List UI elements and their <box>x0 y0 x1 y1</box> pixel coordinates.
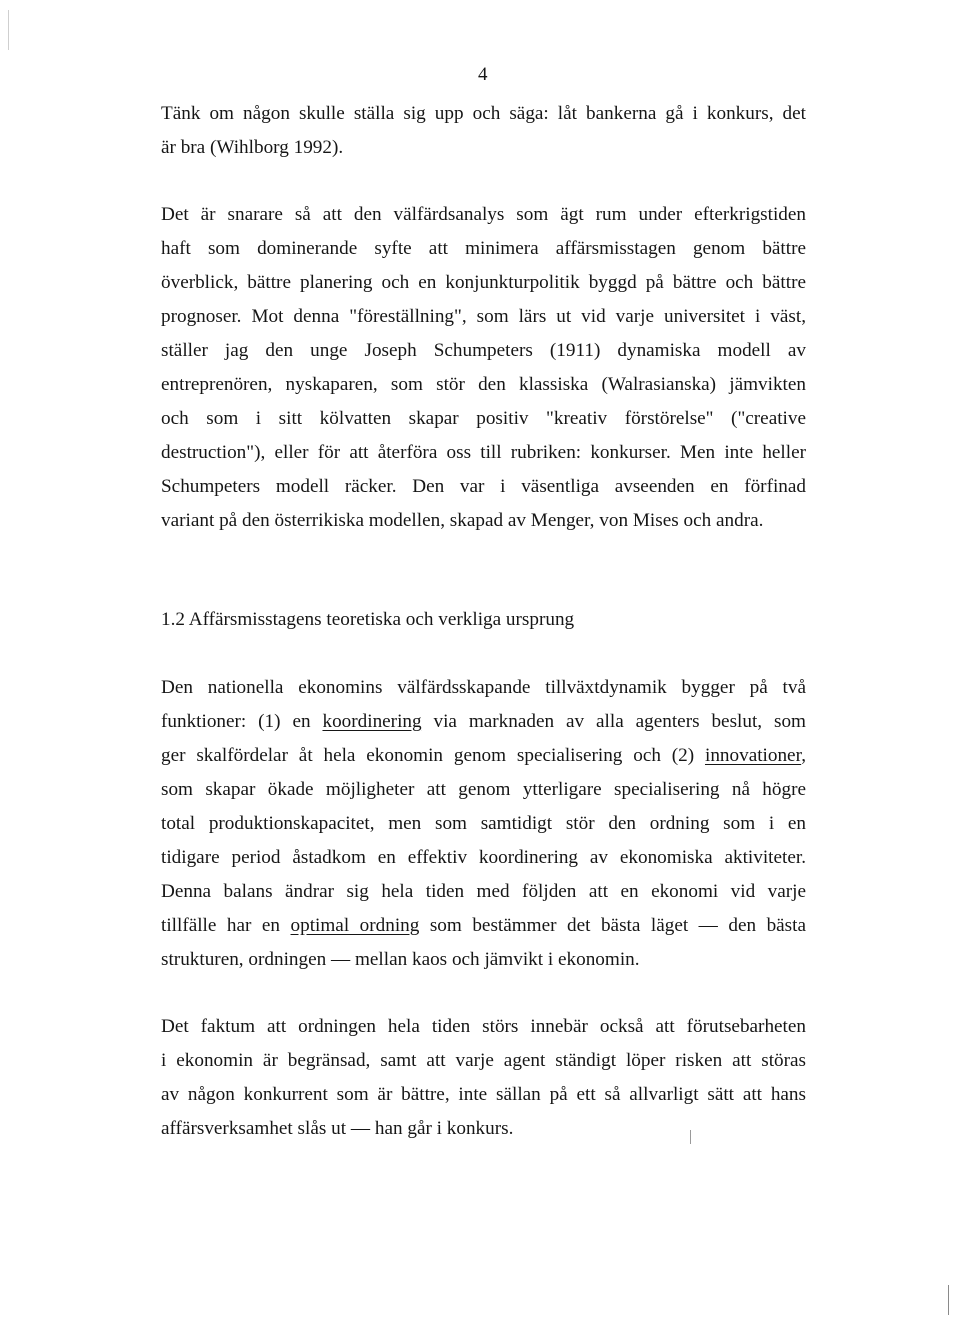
underlined-term: optimal ordning <box>290 915 420 936</box>
section-heading: 1.2 Affärsmisstagens teoretiska och verkliga ursprung <box>161 609 575 630</box>
paragraph-line: ställer jag den unge Joseph Schumpeters (1911) dynamiska modell av <box>161 340 806 361</box>
scan-mark <box>948 1285 949 1315</box>
paragraph-4 <box>161 1010 806 1146</box>
paragraph-2 <box>161 198 806 538</box>
paragraph-line: Tänk om någon skulle ställa sig upp och säga: låt bankerna gå i konkurs, det <box>161 103 806 124</box>
paragraph-line: destruction"), eller för att återföra oss till rubriken: konkurser. Men inte heller <box>161 442 806 463</box>
paragraph-line: Denna balans ändrar sig hela tiden med följden att en ekonomi vid varje <box>161 881 806 902</box>
text-run: , <box>801 745 806 766</box>
text-run: ger skalfördelar åt hela ekonomin genom specialisering och (2) <box>161 745 705 766</box>
text-run: funktioner: (1) en <box>161 711 323 732</box>
paragraph-line: total produktionskapacitet, men som samtidigt stör den ordning som i en <box>161 813 806 834</box>
paragraph-line: och som i sitt kölvatten skapar positiv "kreativ förstörelse" ("creative <box>161 408 806 429</box>
paragraph-line: prognoser. Mot denna "föreställning", som lärs ut vid varje universitet i väst, <box>161 306 806 327</box>
paragraph-line: Det är snarare så att den välfärdsanalys som ägt rum under efterkrigstiden <box>161 204 806 225</box>
paragraph-line: haft som dominerande syfte att minimera affärsmisstagen genom bättre <box>161 238 806 259</box>
underlined-term: koordinering <box>322 711 422 732</box>
paragraph-line: Den nationella ekonomins välfärdsskapande tillväxtdynamik bygger på två <box>161 677 806 698</box>
scan-mark <box>8 10 9 50</box>
paragraph-line: som skapar ökade möjligheter att genom ytterligare specialisering nå högre <box>161 779 806 800</box>
paragraph-line: Det faktum att ordningen hela tiden störs innebär också att förutsebarheten <box>161 1016 806 1037</box>
paragraph-line <box>161 909 806 943</box>
paragraph-line: Schumpeters modell räcker. Den var i väsentliga avseenden en förfinad <box>161 476 806 497</box>
page-number: 4 <box>478 64 488 85</box>
paragraph-line: strukturen, ordningen — mellan kaos och jämvikt i ekonomin. <box>161 949 640 970</box>
paragraph-3 <box>161 671 806 977</box>
paragraph-line: är bra (Wihlborg 1992). <box>161 137 344 158</box>
paragraph-1 <box>161 97 806 165</box>
paragraph-line: tidigare period åstadkom en effektiv koordinering av ekonomiska aktiviteter. <box>161 847 806 868</box>
scan-mark <box>690 1130 691 1144</box>
paragraph-line: variant på den österrikiska modellen, skapad av Menger, von Mises och andra. <box>161 510 764 531</box>
paragraph-line: i ekonomin är begränsad, samt att varje agent ständigt löper risken att störas <box>161 1050 806 1071</box>
paragraph-line <box>161 705 806 739</box>
paragraph-line: av någon konkurrent som är bättre, inte sällan på ett så allvarligt sätt att hans <box>161 1084 806 1105</box>
text-run: via marknaden av alla agenters beslut, som <box>421 711 806 732</box>
paragraph-line: entreprenören, nyskaparen, som stör den klassiska (Walrasianska) jämvikten <box>161 374 806 395</box>
paragraph-line: överblick, bättre planering och en konjunkturpolitik byggd på bättre och bättre <box>161 272 806 293</box>
paragraph-line <box>161 739 806 773</box>
text-run: tillfälle har en <box>161 915 291 936</box>
text-run: som bestämmer det bästa läget — den bästa <box>419 915 806 936</box>
paragraph-line: affärsverksamhet slås ut — han går i konkurs. <box>161 1118 514 1139</box>
underlined-term: innovationer <box>704 745 802 766</box>
